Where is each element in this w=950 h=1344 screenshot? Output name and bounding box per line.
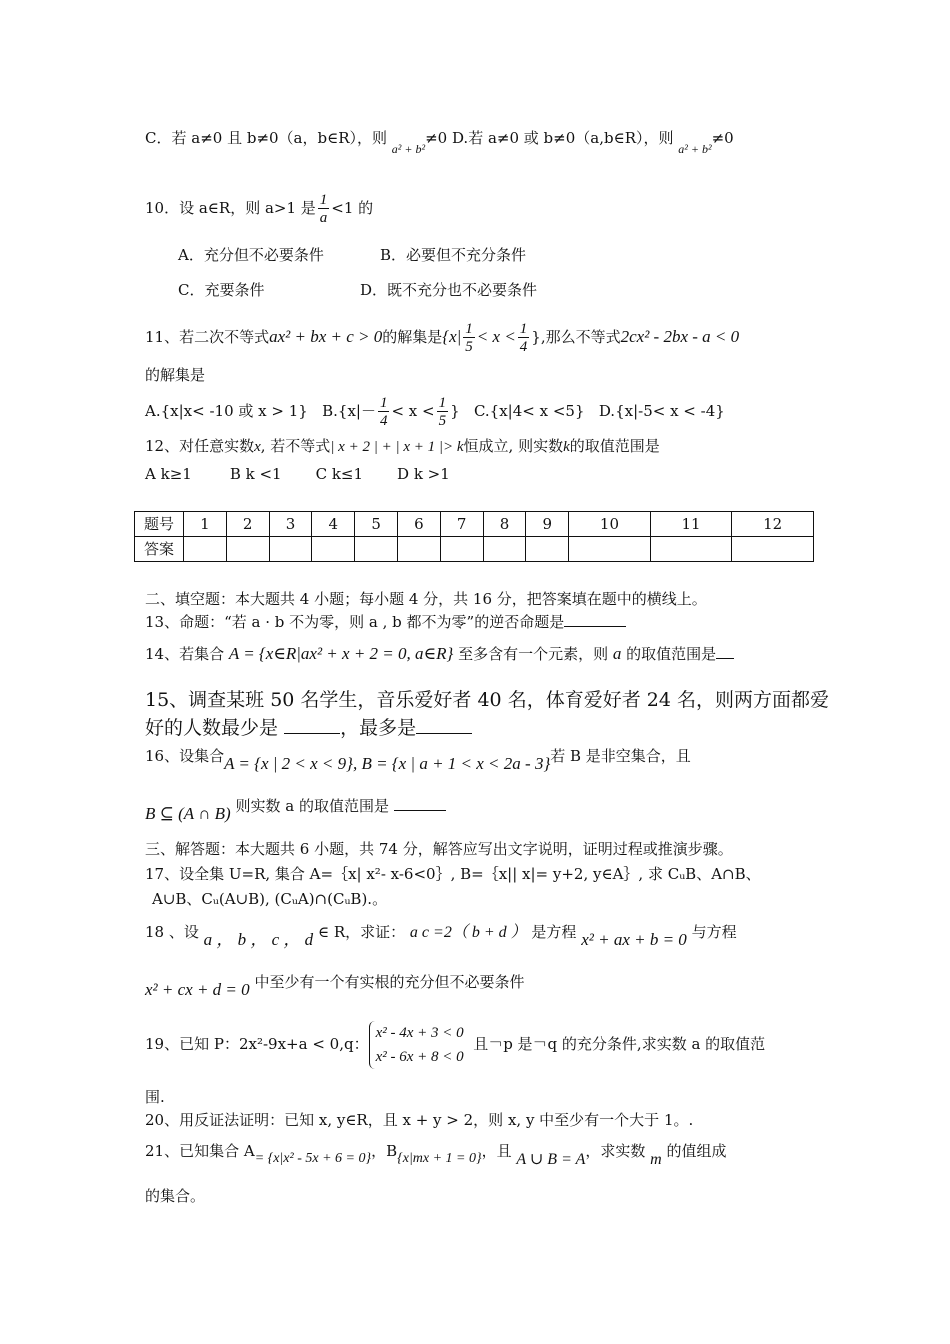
q12-stem-tail: 的取值范围是 [569,437,660,455]
table-label-answer: 答案 [135,537,184,562]
q11-frac1 [463,321,475,356]
q9-optD-tail: ≠0 [711,129,734,147]
q14-set: A = {x∈R|ax² + x + 2 = 0, a∈R} [228,644,454,663]
answer-table-header-row [135,512,814,537]
q10-frac-den: a [319,209,328,226]
q12-inequality: | x + 2 | + | x + 1 |> k [330,439,464,455]
q21-line1 [145,1136,727,1168]
table-number-cell: 6 [397,512,440,537]
q16-condition: B ⊆ (A ∩ B) [145,804,231,823]
q17-line2: A∪B、Cᵤ(A∪B), (CᵤA)∩(CᵤB).。 [152,890,388,908]
answer-cell[interactable] [355,537,398,562]
table-number-cell: 12 [732,512,814,537]
q19-text-tail: 且￢p 是￢q 的充分条件,求实数 a 的取值范 [473,1035,766,1053]
q11-set-open: {x| [442,327,462,346]
q19-line1 [145,1018,765,1070]
q9-optD-text: ≠0 D.若 a≠0 或 b≠0（a,b∈R），则 [425,129,679,147]
answer-cell[interactable] [526,537,569,562]
q18-line2 [145,962,524,1002]
q12-stem-text: 12、对任意实数 [145,437,255,455]
answer-cell[interactable] [650,537,732,562]
table-number-cell: 7 [440,512,483,537]
q19-system [369,1021,464,1069]
q14 [145,644,734,664]
q11-frac1-den: 5 [465,338,473,355]
q11-optB-frac2-num: 1 [438,394,447,411]
q21-setB: {x|mx + 1 = 0} [397,1151,482,1166]
q11-optB-frac2-den: 5 [438,412,447,429]
q14-text-mid: 至多含有一个元素，则 [458,645,609,663]
q18-equation2: x² + cx + d = 0 [145,980,250,999]
q11-optB-frac1 [378,395,390,430]
q21-text-mid: ，B [371,1142,398,1160]
q11-inequality2: 2cx² - 2bx - a < 0 [620,327,740,346]
q21-var-m: m [650,1151,662,1168]
q12-optB: B k <1 [229,465,282,483]
q9-optC-text: C．若 a≠0 且 b≠0（a，b∈R），则 [145,129,392,147]
q21-setA: = {x|x² - 5x + 6 = 0} [254,1151,372,1166]
answer-cell[interactable] [483,537,526,562]
q11-set-mid: < x < [476,327,516,346]
q11-optA: A.{x|x< -10 或 x > 1} [145,402,308,420]
q11-inequality1: ax² + bx + c > 0 [269,327,383,346]
q19-system-row2: x² - 6x + 8 < 0 [375,1049,464,1065]
q11-optC: C.{x|4< x <5} [473,402,585,420]
q18-vars: a ， b ， c ， d [203,930,314,949]
q11-optB-frac1-den: 4 [379,412,388,429]
answer-cell[interactable] [397,537,440,562]
table-number-cell: 9 [526,512,569,537]
section2-heading: 二、填空题：本大题共 4 小题；每小题 4 分，共 16 分，把答案填在题中的横线上。 [145,590,707,608]
q15-text: 好的人数最少是 [145,717,279,739]
q9-optC-expr: a² + b² [391,142,426,156]
q18-text: 18 、设 [145,923,199,941]
q16-text: 16、设集合 [145,747,225,765]
table-number-cell: 3 [269,512,312,537]
q17-line1: 17、设全集 U=R, 集合 A=｛x| x²- x-6<0｝, B=｛x|| x|= y+2, y∈A｝, 求 CᵤB、A∩B、 [145,865,761,883]
q10-optD: D．既不充分也不必要条件 [360,281,538,299]
q9-options-cd [145,128,734,156]
q19-system-row1: x² - 4x + 3 < 0 [375,1025,464,1041]
q19-text: 19、已知 P：2x²-9x+a < 0,q： [145,1035,369,1053]
q13 [145,612,626,632]
q15-text-mid: ，最多是 [340,717,417,739]
q11-frac2 [518,321,530,356]
table-number-cell: 2 [226,512,269,537]
table-number-cell: 4 [312,512,355,537]
table-number-cell: 11 [650,512,732,537]
q13-answer-blank[interactable] [564,612,626,627]
q10-stem-text: 10．设 a∈R，则 a>1 是 [145,199,316,217]
q11-frac2-den: 4 [519,338,528,355]
q11-stem [145,318,739,356]
answer-cell[interactable] [569,537,651,562]
q21-text: 21、已知集合 A [145,1142,255,1160]
q21-text-mid3: ，求实数 [585,1142,646,1160]
q11-options [145,392,725,430]
q18-line1 [145,912,737,953]
answer-cell[interactable] [312,537,355,562]
q13-text: 13、命题：“若 a · b 不为零，则 a , b 都不为零”的逆否命题是 [145,613,565,631]
q12-stem-mid2: 恒成立, 则实数 [463,437,564,455]
q11-optB-frac1-num: 1 [379,394,388,411]
answer-cell[interactable] [184,537,227,562]
q11-optB-pre: B.{x|－ [322,402,376,420]
q18-equation1: x² + ax + b = 0 [581,930,687,949]
q11-optB-post: } [450,402,460,420]
q16-line1 [145,740,691,772]
q10-optB: B．必要但不充分条件 [380,246,527,264]
q10-frac-num: 1 [319,191,328,208]
q12-optC: C k≤1 [315,465,364,483]
answer-cell[interactable] [226,537,269,562]
q12-optD: D k >1 [397,465,450,483]
q15-max-blank[interactable] [416,719,472,734]
q21-condition: A ∪ B = A [516,1151,586,1168]
q14-var: a [612,644,622,663]
q11-optB-mid: < x < [391,402,435,420]
q9-optD-expr: a² + b² [678,142,712,156]
q21-text-mid2: ，且 [481,1142,512,1160]
answer-cell[interactable] [269,537,312,562]
table-number-cell: 8 [483,512,526,537]
q11-frac2-num: 1 [519,320,528,337]
q15-min-blank[interactable] [284,719,340,734]
q10-stem [145,190,373,227]
table-label-number: 题号 [135,512,184,537]
q11-line2: 的解集是 [145,366,206,384]
table-number-cell: 10 [569,512,651,537]
answer-table-answer-row [135,537,814,562]
q14-answer-blank[interactable] [716,644,734,659]
q16-answer-blank[interactable] [394,796,446,811]
q18-text-mid: ∈ R，求证： [317,923,406,941]
q18-text-tail: 与方程 [691,923,737,941]
q10-optC: C．充要条件 [178,281,265,299]
q20: 20、用反证法证明：已知 x, y∈R，且 x + y > 2，则 x, y 中至少有一个大于 1。. [145,1111,694,1129]
table-number-cell: 1 [184,512,227,537]
q12-optA: A k≥1 [145,465,192,483]
q19-line2: 围. [145,1088,165,1106]
q10-optA: A．充分但不必要条件 [178,246,324,264]
table-number-cell: 5 [355,512,398,537]
q18-condition: a c =2（ b + d ） [409,924,527,941]
answer-cell[interactable] [440,537,483,562]
q11-optD: D.{x|-5< x < -4} [598,402,725,420]
q11-set-close: },那么不等式 [531,328,621,346]
q11-optB-frac2 [437,395,449,430]
q11-stem-text: 11、若二次不等式 [145,328,270,346]
q12-var-k: k [563,439,570,455]
q15-line2 [145,714,472,742]
q21-line2: 的集合。 [145,1187,206,1205]
q15-line1: 15、调查某班 50 名学生，音乐爱好者 40 名，体育爱好者 24 名，则两方面都爱 [145,689,829,711]
q12-stem [145,436,660,457]
q16-sets: A = {x | 2 < x < 9}, B = {x | a + 1 < x < 2a - 3} [224,754,551,773]
q11-stem-mid: 的解集是 [382,328,443,346]
q10-fraction [318,192,330,227]
answer-table [134,511,814,562]
q10-stem-tail: <1 的 [331,199,374,217]
q14-text: 14、若集合 [145,645,225,663]
q16-text-tail: 若 B 是非空集合，且 [550,747,691,765]
q11-frac1-num: 1 [465,320,473,337]
q14-text-tail: 的取值范围是 [626,645,717,663]
q16-line2 [145,790,446,822]
section3-heading: 三、解答题：本大题共 6 小题，共 74 分，解答应写出文字说明，证明过程或推演步骤。 [145,840,733,858]
q12-var-x: x [254,439,261,455]
q16-text-tail2: 则实数 a 的取值范围是 [235,797,389,815]
q18-text-line2: 中至少有一个有实根的充分但不必要条件 [254,973,525,991]
q18-text-mid2: 是方程 [531,923,577,941]
q21-text-tail: 的值组成 [666,1142,727,1160]
q12-options [145,464,450,484]
q12-stem-mid: , 若不等式 [260,437,331,455]
answer-cell[interactable] [732,537,814,562]
